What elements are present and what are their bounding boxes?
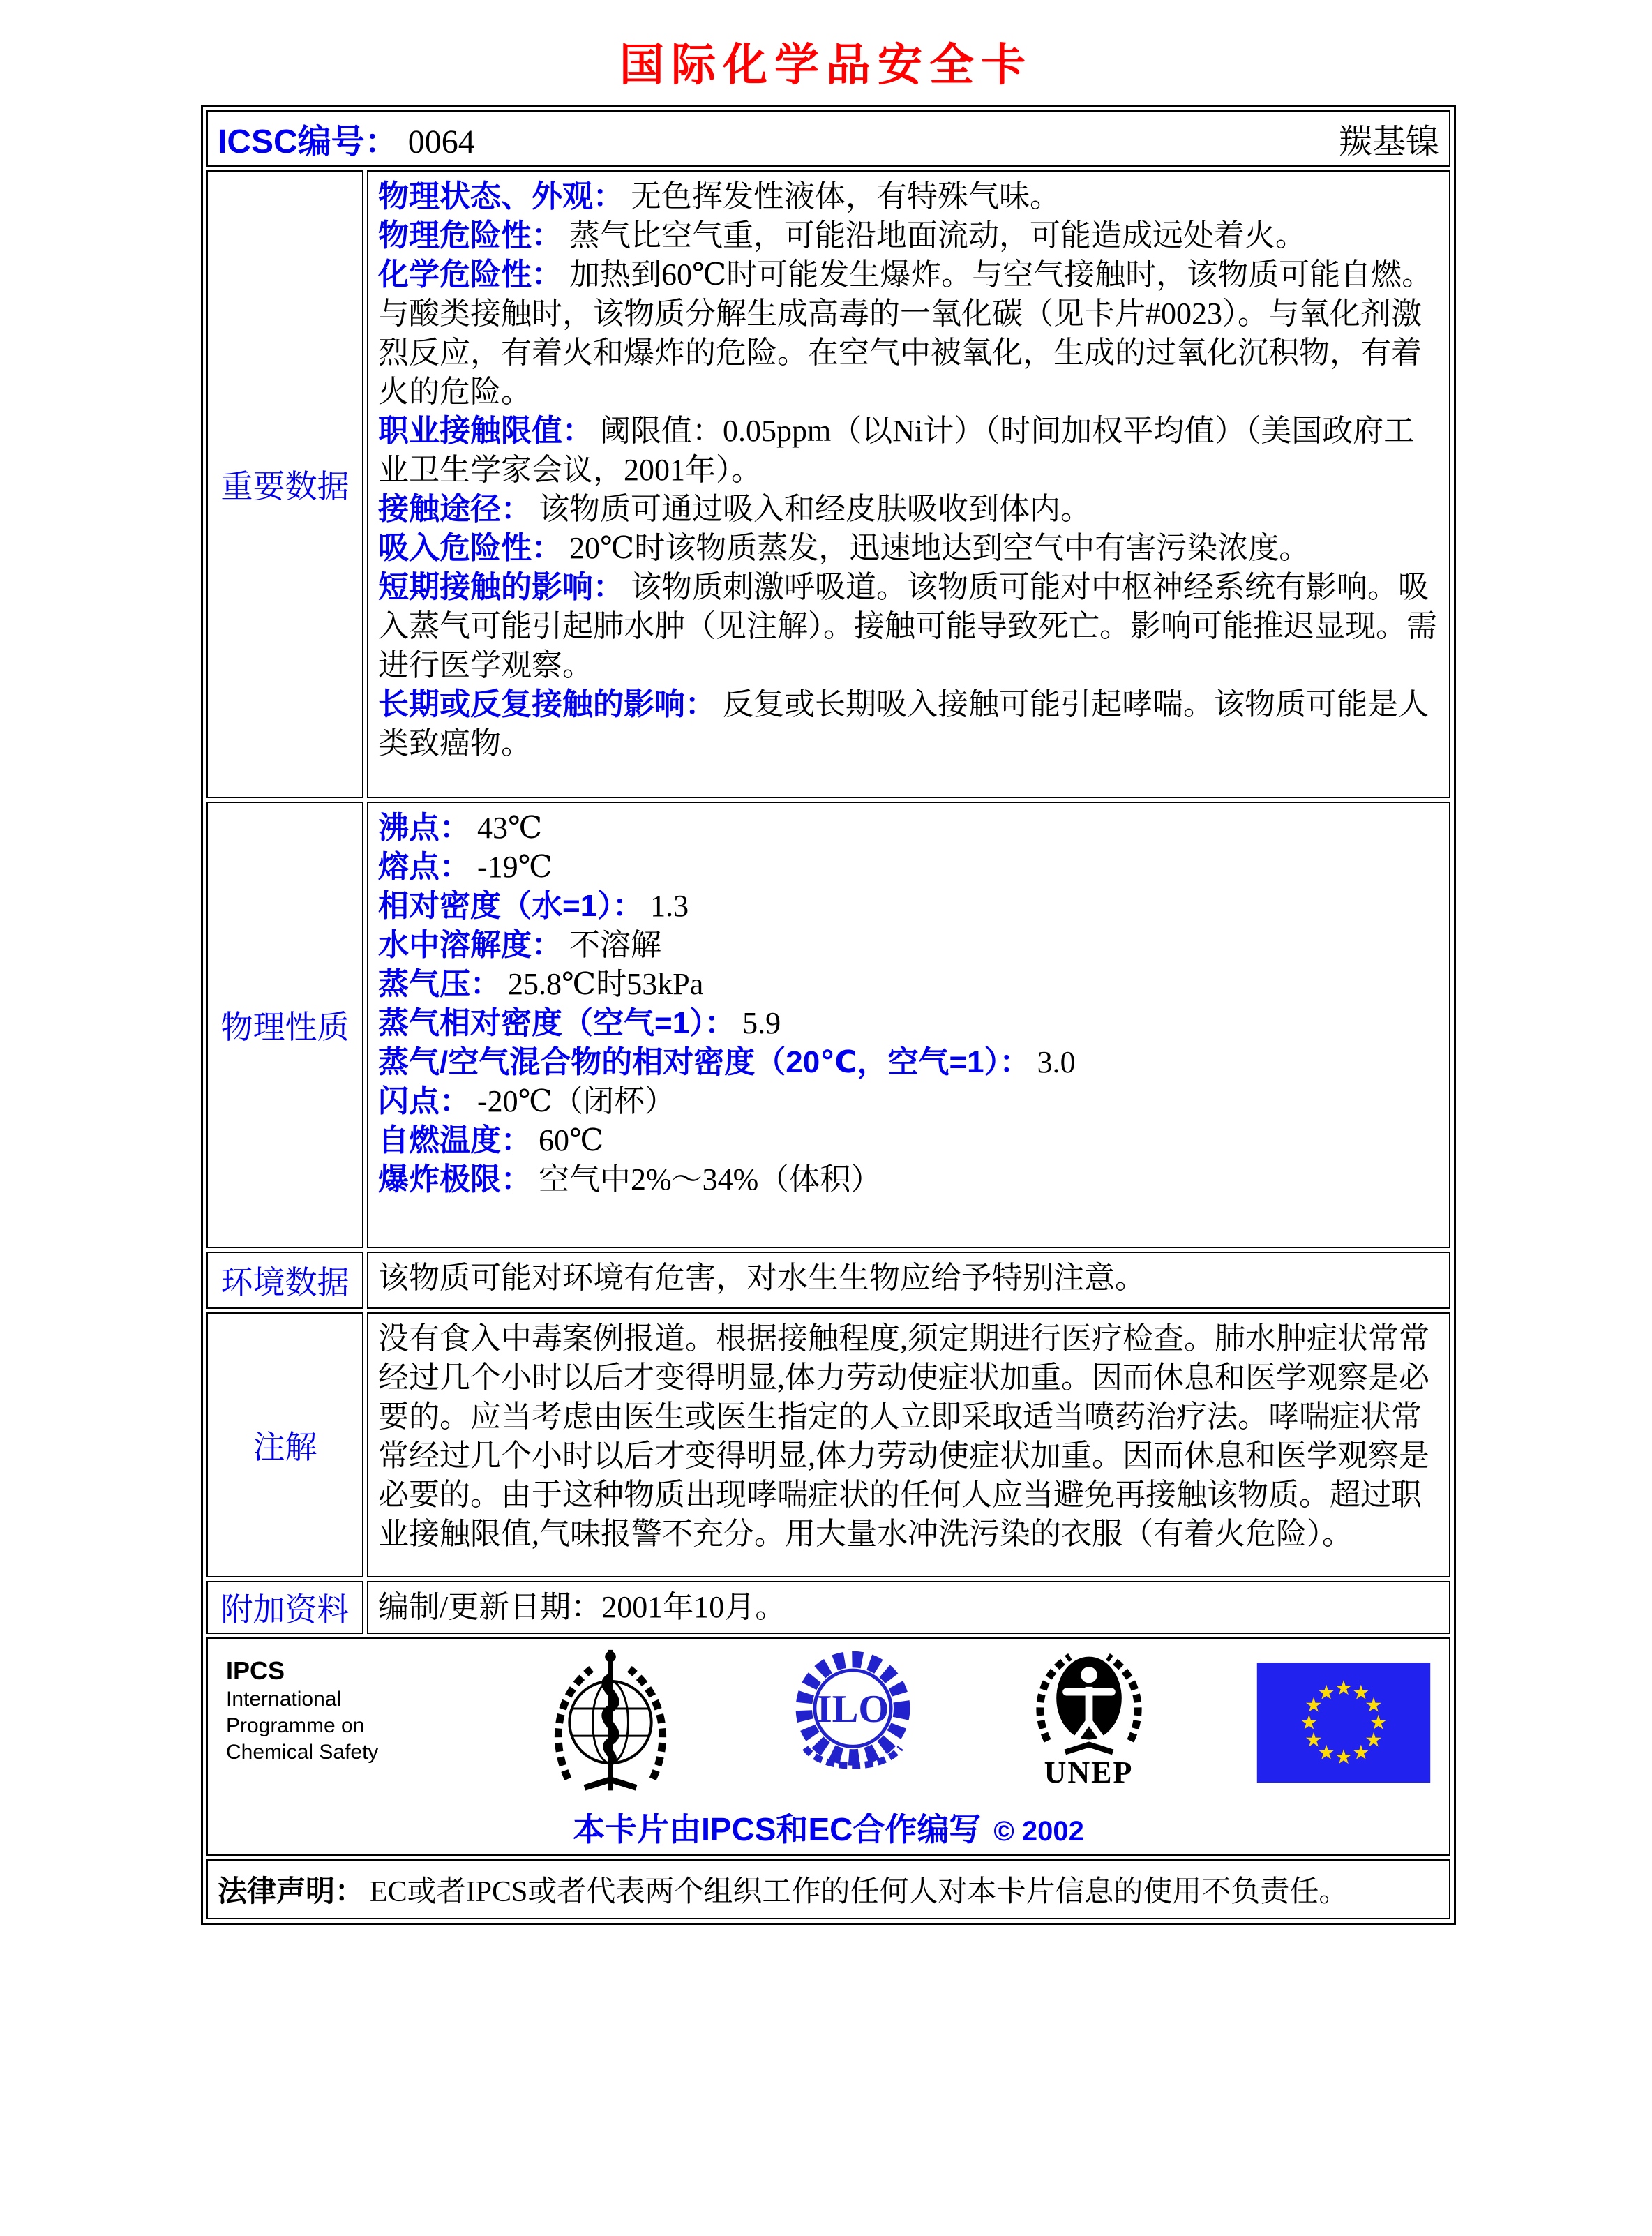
svg-text:★: ★ xyxy=(1365,1693,1383,1717)
item-text: 该物质可通过吸入和经皮肤吸收到体内。 xyxy=(539,492,1091,526)
item-label: 物理状态、外观： xyxy=(378,179,624,213)
property-label: 沸点： xyxy=(378,811,470,845)
item-text: 加热到60℃时可能发生爆炸。与空气接触时，该物质可能自燃。与酸类接触时，该物质分解生成高毒的一氧化碳（见卡片#0023）。与氧化剂激烈反应，有着火和爆炸的危险。在空气中被氧化，生成的过氧化沉积物，有着火的危险。 xyxy=(378,257,1433,409)
icsc-card-table xyxy=(201,105,1456,1925)
item-label: 职业接触限值： xyxy=(378,414,593,448)
svg-text:★: ★ xyxy=(1351,1740,1370,1764)
important-data-item xyxy=(378,216,1439,255)
unep-logo-text: UNEP xyxy=(1044,1755,1134,1789)
who-logo-icon xyxy=(541,1646,680,1803)
chemical-name: 羰基镍 xyxy=(1338,123,1439,160)
copyright-text: © 2002 xyxy=(993,1816,1084,1847)
icsc-number-label: ICSC编号： xyxy=(218,123,398,160)
important-data-item xyxy=(378,685,1439,763)
svg-text:★: ★ xyxy=(1300,1710,1319,1734)
environmental-data-content xyxy=(367,1252,1450,1309)
unep-logo-icon xyxy=(1026,1646,1152,1788)
physical-property-item xyxy=(378,926,1439,965)
row-label-notes: 注解 xyxy=(206,1312,363,1577)
property-value: 不溶解 xyxy=(569,928,661,962)
physical-property-item xyxy=(378,1043,1439,1082)
physical-property-item xyxy=(378,1121,1439,1160)
physical-property-item xyxy=(378,848,1439,887)
ipcs-line-2: Programme on xyxy=(226,1714,365,1737)
property-label: 自燃温度： xyxy=(378,1123,532,1157)
item-label: 吸入危险性： xyxy=(378,531,562,565)
item-text: 阈限值：0.05ppm（以Ni计）（时间加权平均值）（美国政府工业卫生学家会议，2001年）。 xyxy=(378,414,1415,487)
svg-text:★: ★ xyxy=(1365,1727,1383,1752)
svg-text:★: ★ xyxy=(1305,1727,1323,1752)
ipcs-text-block xyxy=(226,1646,435,1766)
important-data-item xyxy=(378,568,1439,685)
property-value: 空气中2%～34%（体积） xyxy=(539,1162,882,1196)
important-data-item xyxy=(378,529,1439,568)
physical-property-item xyxy=(378,1082,1439,1121)
item-text: 反复或长期吸入接触可能引起哮喘。该物质可能是人类致癌物。 xyxy=(378,687,1429,760)
row-label-additional-info: 附加资料 xyxy=(206,1581,363,1634)
svg-text:★: ★ xyxy=(1317,1680,1336,1704)
svg-text:★: ★ xyxy=(1335,1745,1353,1769)
additional-info-text: 编制/更新日期：2001年10月。 xyxy=(378,1590,786,1624)
property-value: 60℃ xyxy=(539,1123,604,1157)
svg-text:★: ★ xyxy=(1335,1675,1353,1699)
property-label: 熔点： xyxy=(378,850,470,884)
legal-text: EC或者IPCS或者代表两个组织工作的任何人对本卡片信息的使用不负责任。 xyxy=(370,1876,1349,1908)
property-value: 5.9 xyxy=(742,1006,781,1040)
important-data-item xyxy=(378,255,1439,412)
row-label-environmental-data: 环境数据 xyxy=(206,1252,363,1309)
important-data-item xyxy=(378,177,1439,216)
property-label: 相对密度（水=1）： xyxy=(378,889,644,923)
item-text: 蒸气比空气重，可能沿地面流动，可能造成远处着火。 xyxy=(569,218,1306,253)
ipcs-line-1: International xyxy=(226,1688,342,1711)
property-value: 1.3 xyxy=(650,889,689,923)
property-value: 3.0 xyxy=(1037,1045,1076,1079)
page-title: 国际化学品安全卡 xyxy=(620,40,1032,90)
eu-flag-icon xyxy=(1256,1646,1431,1783)
row-label-physical-properties: 物理性质 xyxy=(206,802,363,1248)
property-label: 闪点： xyxy=(378,1084,470,1118)
ilo-logo-text: ILO xyxy=(816,1688,889,1732)
icsc-number xyxy=(218,114,475,163)
item-label: 长期或反复接触的影响： xyxy=(378,687,716,721)
cooperation-caption xyxy=(226,1804,1431,1850)
ipcs-acronym: IPCS xyxy=(226,1656,285,1685)
important-data-item xyxy=(378,490,1439,529)
svg-text:★: ★ xyxy=(1369,1710,1388,1734)
environmental-data-text: 该物质可能对环境有危害，对水生生物应给予特别注意。 xyxy=(378,1261,1146,1295)
logos-row xyxy=(206,1637,1450,1856)
physical-property-item xyxy=(378,887,1439,926)
svg-text:★: ★ xyxy=(1317,1740,1336,1764)
ilo-logo-icon xyxy=(785,1646,921,1782)
property-value: 43℃ xyxy=(477,811,543,845)
icsc-number-value: 0064 xyxy=(407,123,475,160)
ipcs-line-3: Chemical Safety xyxy=(226,1741,379,1764)
physical-property-item xyxy=(378,1160,1439,1199)
row-label-important-data: 重要数据 xyxy=(206,170,363,798)
physical-property-item xyxy=(378,965,1439,1004)
property-value: -20℃（闭杯） xyxy=(477,1084,675,1118)
property-label: 蒸气相对密度（空气=1）： xyxy=(378,1006,736,1040)
property-label: 蒸气/空气混合物的相对密度（20℃，空气=1）： xyxy=(378,1045,1030,1079)
physical-property-item xyxy=(378,809,1439,848)
item-label: 物理危险性： xyxy=(378,218,562,253)
physical-properties-content xyxy=(367,802,1450,1248)
physical-property-item xyxy=(378,1004,1439,1043)
item-text: 无色挥发性液体，有特殊气味。 xyxy=(631,179,1060,213)
property-label: 蒸气压： xyxy=(378,967,501,1001)
notes-text: 没有食入中毒案例报道。根据接触程度,须定期进行医疗检查。肺水肿症状常常经过几个小时以后才变得明显,体力劳动使症状加重。因而休息和医学观察是必要的。应当考虑由医生或医生指定的人立即采取适当喷药治疗法。哮喘症状常常经过几个小时以后才变得明显,体力劳动使症状加重。因而休息和医学观察是必要的。由于这种物质出现哮喘症状的任何人应当避免再接触该物质。超过职业接触限值,气味报警不充分。用大量水冲洗污染的衣服（有着火危险）。 xyxy=(378,1321,1429,1551)
important-data-item xyxy=(378,412,1439,490)
additional-info-content xyxy=(367,1581,1450,1634)
property-label: 水中溶解度： xyxy=(378,928,562,962)
property-label: 爆炸极限： xyxy=(378,1162,532,1196)
caption-text: 本卡片由IPCS和EC合作编写 xyxy=(573,1811,982,1847)
legal-row xyxy=(206,1859,1450,1919)
item-label: 短期接触的影响： xyxy=(378,570,624,604)
legal-label: 法律声明： xyxy=(218,1875,365,1907)
item-text: 该物质刺激呼吸道。该物质可能对中枢神经系统有影响。吸入蒸气可能引起肺水肿（见注解）。接触可能导致死亡。影响可能推迟显现。需进行医学观察。 xyxy=(378,570,1437,682)
card-header-row xyxy=(206,110,1450,167)
item-text: 20℃时该物质蒸发，迅速地达到空气中有害污染浓度。 xyxy=(569,531,1310,565)
property-value: -19℃ xyxy=(477,850,553,884)
item-label: 接触途径： xyxy=(378,492,532,526)
svg-text:★: ★ xyxy=(1351,1680,1370,1704)
notes-content xyxy=(367,1312,1450,1577)
important-data-content xyxy=(367,170,1450,798)
svg-text:★: ★ xyxy=(1305,1693,1323,1717)
item-label: 化学危险性： xyxy=(378,257,562,292)
property-value: 25.8℃时53kPa xyxy=(508,967,704,1001)
